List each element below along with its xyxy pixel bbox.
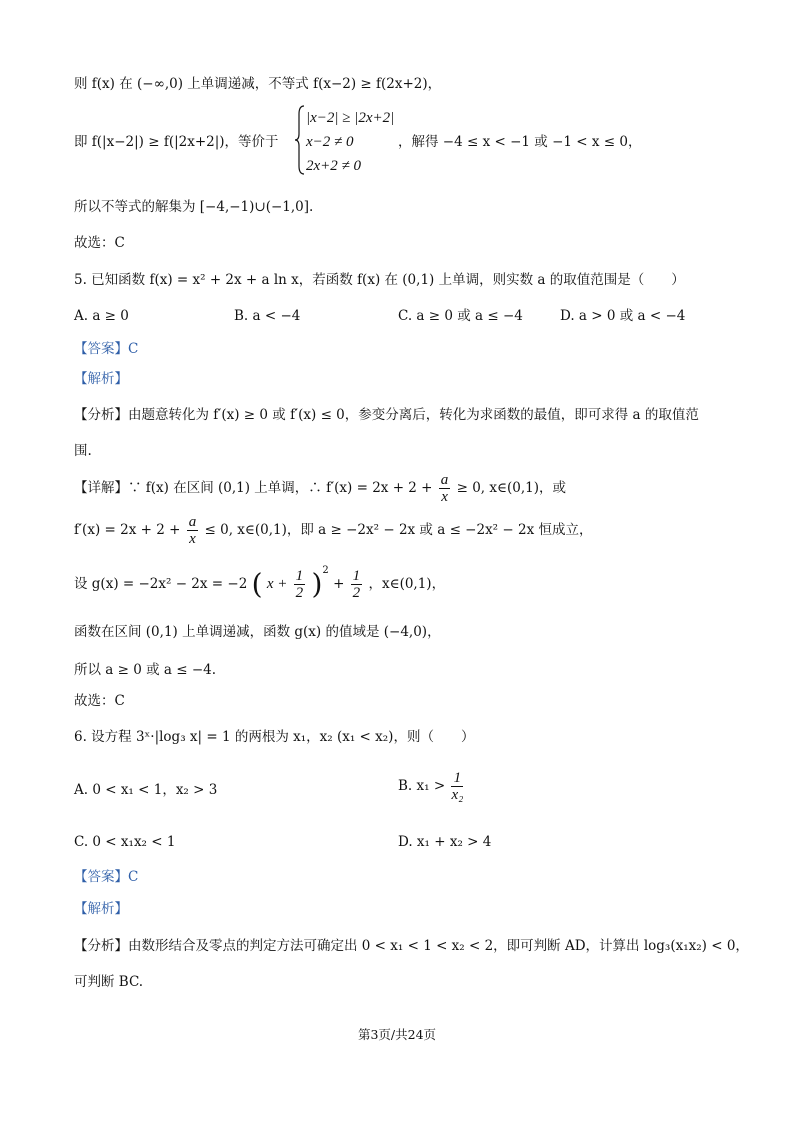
question-6: 6. 设方程 3ˣ·|log₃ x| = 1 的两根为 x₁，x₂ (x₁ < x₂)，则（ ） [74, 729, 475, 745]
detail3-text-b: ，x∈(0,1)， [368, 576, 446, 592]
q6-option-c: C. 0 < x₁x₂ < 1 [74, 834, 176, 850]
q5-detail-line-1 [74, 472, 566, 505]
q5-option-d: D. a > 0 或 a < −4 [560, 308, 686, 324]
line-equivalent-suffix: ，解得 −4 ≤ x < −1 或 −1 < x ≤ 0， [398, 134, 642, 150]
q5-detail-line-3 [74, 564, 446, 601]
fraction-denominator: x [189, 531, 196, 547]
detail1-text-a: 【详解】∵ f(x) 在区间 (0,1) 上单调，∴ f′(x) = 2x + 2 + [74, 480, 433, 496]
q5-detail-line-2 [74, 514, 592, 547]
big-paren-left: ( [251, 567, 263, 601]
q6-analysis-label: 【解析】 [74, 901, 128, 917]
detail2-text-b: ≤ 0, x∈(0,1)，即 a ≥ −2x² − 2x 或 a ≤ −2x² − 2x 恒成立， [204, 522, 593, 538]
square-exponent: 2 [322, 564, 329, 576]
q6-fenxi-line-1: 【分析】由数形结合及零点的判定方法可确定出 0 < x₁ < 1 < x₂ < 2，即可判断 AD，计算出 log₃(x₁x₂) < 0， [74, 938, 749, 954]
detail2-text-a: f′(x) = 2x + 2 + [74, 522, 181, 538]
system-line-2: x−2 ≠ 0 [306, 134, 354, 150]
big-paren-right: ) [311, 567, 323, 601]
fraction-a-over-x [439, 472, 451, 505]
q5-answer: 【答案】C [74, 341, 139, 357]
line-equivalent-prefix: 即 f(|x−2|) ≥ f(|2x+2|)，等价于 [74, 134, 279, 150]
line-choose-c-1: 故选：C [74, 235, 125, 251]
fraction-numerator: 1 [451, 770, 463, 787]
fraction-numerator: 1 [352, 568, 361, 584]
fraction-numerator: a [440, 472, 449, 488]
q6-fenxi-line-2: 可判断 BC. [74, 974, 144, 990]
q6b-prefix: B. x₁ > [398, 778, 446, 794]
q5-option-c: C. a ≥ 0 或 a ≤ −4 [398, 308, 523, 324]
question-5: 5. 已知函数 f(x) = x² + 2x + a ln x，若函数 f(x) 在 (0,1) 上单调，则实数 a 的取值范围是（ ） [74, 272, 685, 288]
q5-option-a: A. a ≥ 0 [74, 308, 129, 324]
plus-sign: + [333, 576, 345, 592]
q5-fenxi-line-1: 【分析】由题意转化为 f′(x) ≥ 0 或 f′(x) ≤ 0，参变分离后，转化为求函数的最值，即可求得 a 的取值范 [74, 407, 699, 423]
q5-analysis-label: 【解析】 [74, 371, 128, 387]
fraction-denominator: 2 [352, 585, 361, 601]
q5-detail-line-4: 函数在区间 (0,1) 上单调递减，函数 g(x) 的值域是 (−4,0)， [74, 624, 441, 640]
q6-option-d: D. x₁ + x₂ > 4 [398, 834, 492, 850]
fraction-denominator: 2 [295, 585, 304, 601]
fraction-numerator: 1 [295, 568, 304, 584]
q5-option-b: B. a < −4 [234, 308, 301, 324]
q5-detail-line-6: 故选：C [74, 693, 125, 709]
line-monotonic: 则 f(x) 在 (−∞,0) 上单调递减，不等式 f(x−2) ≥ f(2x+2)， [74, 76, 442, 92]
paren-content: x + [266, 576, 288, 592]
page-footer: 第3页/共24页 [357, 1027, 437, 1042]
fraction-denominator: x₂ [451, 787, 464, 803]
system-line-3: 2x+2 ≠ 0 [306, 158, 362, 174]
q5-detail-line-5: 所以 a ≥ 0 或 a ≤ −4. [74, 662, 217, 678]
line-solution-set: 所以不等式的解集为 [−4,−1)∪(−1,0]. [74, 199, 314, 215]
fraction-one-half-2 [351, 568, 363, 601]
system-line-1: |x−2| ≥ |2x+2| [306, 110, 395, 126]
q6-option-b [398, 770, 465, 803]
fraction-denominator: x [441, 489, 448, 505]
detail3-text-a: 设 g(x) = −2x² − 2x = −2 [74, 576, 248, 592]
fraction-a-over-x-2 [187, 514, 199, 547]
fraction-one-half [294, 568, 306, 601]
q6-option-a: A. 0 < x₁ < 1，x₂ > 3 [74, 782, 218, 798]
fraction-numerator: a [188, 514, 197, 530]
q5-fenxi-line-2: 围. [74, 443, 92, 459]
q6-answer: 【答案】C [74, 869, 139, 885]
detail1-text-b: ≥ 0, x∈(0,1)，或 [456, 480, 566, 496]
fraction-one-over-x2 [451, 770, 463, 803]
